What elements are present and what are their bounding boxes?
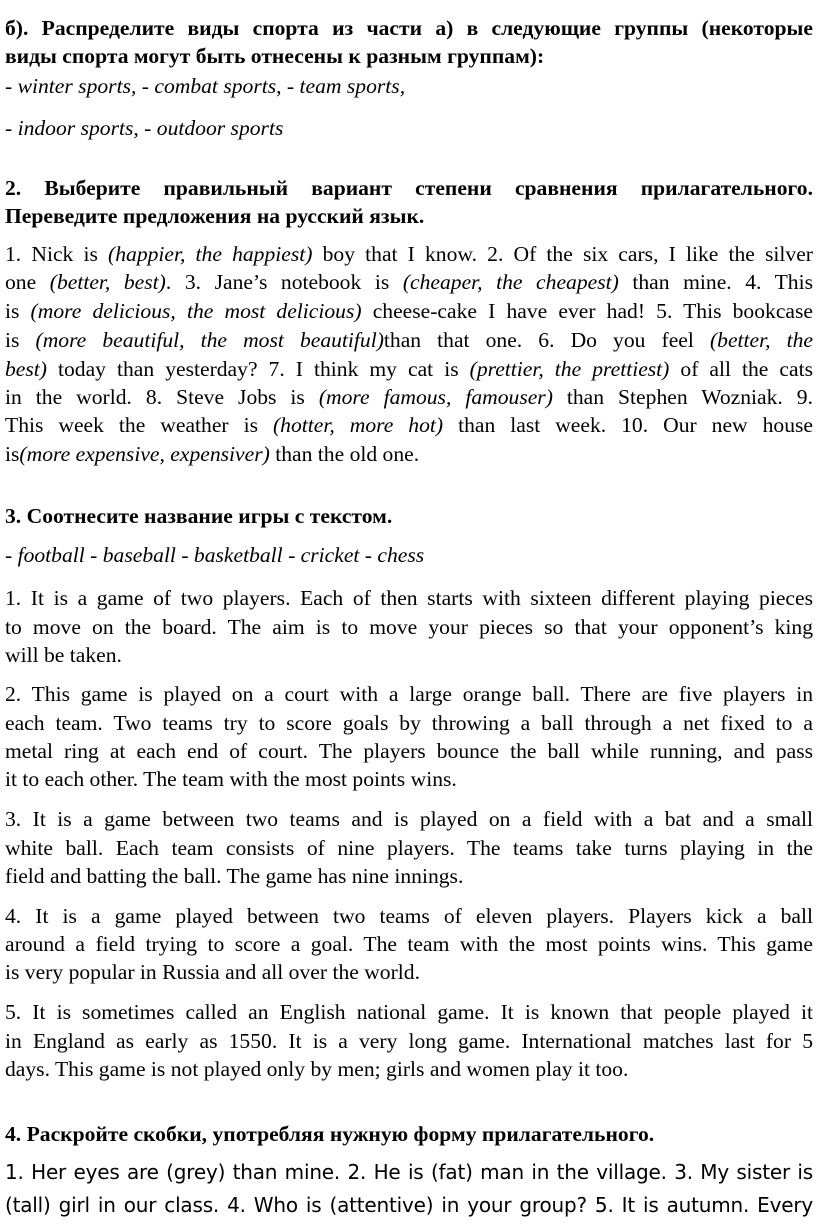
choice-option: (prettier, the prettiest) [469,357,670,381]
task-2-text-line-4 [5,326,813,354]
game-text-5-line-3: days. This game is not played only by men; girls and women play it too. [5,1057,629,1081]
game-text-2-line-3: metal ring at each end of court. The players bounce the ball while running, and pass [5,739,813,763]
game-text-2-line-4: it to each other. The team with the most points wins. [5,767,457,791]
game-text-5-line-1: 5. It is sometimes called an English national game. It is known that people played it [5,1000,813,1024]
task-3-heading: 3. Соотнесите название игры с текстом. [5,504,393,528]
task-2-text-line-8 [5,440,813,468]
task-2-text-line-2 [5,268,813,296]
choice-option: (hotter, more hot) [272,413,444,437]
choice-option: (better, best) [49,270,166,294]
choice-option: (more beautiful, the most beautiful) [35,328,384,352]
game-text-4-line-2: around a field trying to score a goal. The team with the most points wins. This game [5,932,813,956]
section-b-heading-line-1: б). Распределите виды спорта из части а) в следующие группы (некоторые [5,16,813,40]
text: is [5,442,20,466]
sport-groups-line-2: - indoor sports, - outdoor sports [5,116,284,140]
text: than the old one. [269,442,420,466]
choice-option: (cheaper, the cheapest) [402,270,619,294]
game-text-2-line-2: each team. Two teams try to score goals by throwing a ball through a net fixed to a [5,711,813,735]
text: than last week. 10. Our new house [443,413,814,437]
text: than that one. 6. Do you feel [383,328,710,352]
game-text-5-line-2: in England as early as 1550. It is a very long game. International matches last for 5 [5,1029,813,1053]
text: of all the cats [669,357,813,381]
game-text-1-line-2: to move on the board. The aim is to move your pieces so that your opponent’s king [5,615,813,639]
text: . 3. Jane’s notebook is [165,270,403,294]
game-text-1-line-1: 1. It is a game of two players. Each of then starts with sixteen different playing pieces [5,586,813,610]
task-2-text-line-6 [5,383,813,411]
text: than Stephen Wozniak. 9. [552,385,813,409]
text: than mine. 4. This [618,270,813,294]
game-text-3-line-1: 3. It is a game between two teams and is played on a field with a bat and a small [5,807,813,831]
choice-option: best) [5,357,47,381]
text: one [5,270,50,294]
text: is [5,328,36,352]
text: boy that I know. 2. Of the six cars, I like the silver [312,242,813,266]
text: This week the weather is [5,413,273,437]
games-list: - football - baseball - basketball - cricket - chess [5,543,425,567]
task-2-text-line-7 [5,411,813,439]
game-text-1-line-3: will be taken. [5,643,122,667]
text: is [5,299,31,323]
task-4-heading: 4. Раскройте скобки, употребляя нужную форму прилагательного. [5,1122,655,1146]
game-text-4-line-1: 4. It is a game played between two teams of eleven players. Players kick a ball [5,904,813,928]
game-text-3-line-3: field and batting the ball. The game has nine innings. [5,864,464,888]
text: cheese-cake I have ever had! 5. This bookcase [361,299,813,323]
game-text-3-line-2: white ball. Each team consists of nine players. The teams take turns playing in the [5,836,813,860]
task-2-heading-line-1: 2. Выберите правильный вариант степени сравнения прилагательного. [5,176,813,200]
task-2-text-line-5 [5,355,813,383]
task-2-text-line-3 [5,297,813,325]
choice-option: (more famous, famouser) [318,385,553,409]
game-text-2-line-1: 2. This game is played on a court with a large orange ball. There are five players in [5,682,813,706]
choice-option: (happier, the happiest) [108,242,313,266]
task-2-text-line-1 [5,240,813,268]
task-2-heading-line-2: Переведите предложения на русский язык. [5,204,425,228]
text: in the world. 8. Steve Jobs is [5,385,319,409]
game-text-4-line-3: is very popular in Russia and all over the world. [5,960,420,984]
text: today than yesterday? 7. I think my cat is [46,357,470,381]
text: 1. Nick is [5,242,109,266]
choice-option: (more expensive, expensiver) [19,442,270,466]
choice-option: (better, the [709,328,813,352]
task-4-text-line-2: (tall) girl in our class. 4. Who is (attentive) in your group? 5. It is autumn. Every [5,1193,813,1217]
task-4-text-line-1: 1. Her eyes are (grey) than mine. 2. He is (fat) man in the village. 3. My sister is [5,1160,813,1184]
section-b-heading-line-2: виды спорта могут быть отнесены к разным группам): [5,44,545,68]
choice-option: (more delicious, the most delicious) [30,299,362,323]
sport-groups-line-1: - winter sports, - combat sports, - team sports, [5,74,406,98]
